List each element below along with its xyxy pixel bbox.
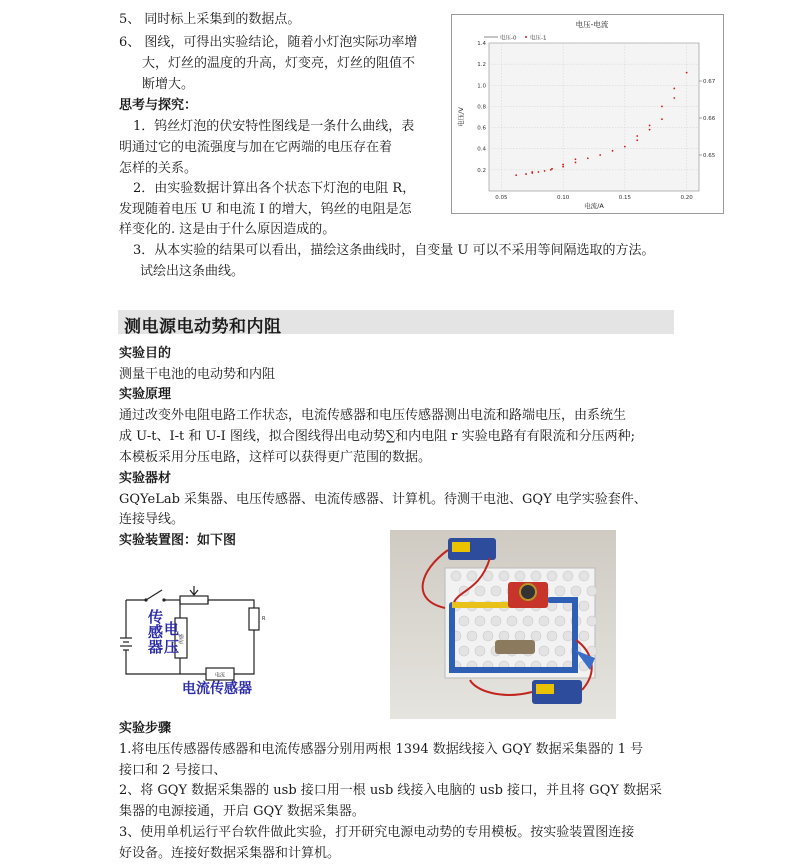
board-hole <box>547 631 557 641</box>
switch-node-b <box>162 598 165 601</box>
x-tick-label: 0.10 <box>556 195 570 201</box>
data-point <box>587 157 589 159</box>
legend-marker-1 <box>525 36 527 38</box>
section-title: 测电源电动势和内阻 <box>124 317 282 337</box>
equipment-line2: 连接导线。 <box>119 512 185 527</box>
y-tick-label: 0.2 <box>477 167 486 174</box>
data-point <box>525 173 527 175</box>
resistor-label: R <box>262 616 266 622</box>
y-tick-label: 1.0 <box>477 83 486 90</box>
step6-line2: 大，灯丝的温度的升高，灯变亮，灯丝的阻值不 <box>142 56 416 71</box>
step1-line1: 1.将电压传感器传感器和电流传感器分别用两根 1394 数据线接入 GQY 数据采集器的 1 号 <box>119 742 644 757</box>
equipment-line1: GQYeLab 采集器、电压传感器、电流传感器、计算机。待测干电池、GQY 电学实验套件、 <box>119 492 647 507</box>
board-hole <box>467 571 477 581</box>
data-point <box>531 171 533 173</box>
switch-node-a <box>144 598 147 601</box>
current-box-label: 电流 <box>214 672 226 679</box>
board-hole <box>467 631 477 641</box>
setup-heading: 实验装置图：如下图 <box>119 533 237 548</box>
data-point <box>673 88 675 90</box>
rheostat-slider <box>190 586 198 595</box>
board-hole <box>483 631 493 641</box>
board-hole <box>459 646 469 656</box>
board-hole <box>539 646 549 656</box>
data-point <box>562 164 564 166</box>
board-hole <box>499 631 509 641</box>
equipment-heading: 实验器材 <box>119 471 172 486</box>
circuit-wire-outer <box>126 600 254 674</box>
apparatus-photo <box>390 530 616 719</box>
board-hole <box>523 616 533 626</box>
data-point <box>649 125 651 127</box>
board-hole <box>547 571 557 581</box>
circuit-diagram <box>118 578 278 698</box>
data-point <box>649 129 651 131</box>
y-tick-label: 0.4 <box>477 146 486 153</box>
section-header-bar <box>118 310 674 337</box>
step6-line1: 6、 图线，可得出实验结论，随着小灯泡实际功率增 <box>119 35 418 50</box>
think1-line1: 1．钨丝灯泡的伏安特性图线是一条什么曲线，表 <box>133 119 415 134</box>
board-hole <box>515 571 525 581</box>
board-hole <box>507 616 517 626</box>
data-point <box>636 135 638 137</box>
chart-svg <box>452 15 723 213</box>
think-heading: 思考与探究： <box>119 98 198 113</box>
think1-line3: 怎样的关系。 <box>119 161 198 176</box>
y-axis-ticks <box>477 41 486 174</box>
data-point <box>551 168 553 170</box>
board-hole <box>555 646 565 656</box>
data-point <box>661 118 663 120</box>
board-hole <box>531 571 541 581</box>
y-axis-label: 电压/V <box>457 107 465 127</box>
board-hole <box>459 616 469 626</box>
y-tick-label: 1.2 <box>477 62 486 69</box>
voltage-label: 电 压 <box>164 620 180 656</box>
think2-line2: 发现随着电压 U 和电流 I 的增大，钨丝的电阻是怎 <box>119 202 412 217</box>
legend-label-0: 电压-0 <box>500 35 517 42</box>
board-hole <box>571 586 581 596</box>
right-tick-label: 0.66 <box>703 116 716 122</box>
data-point <box>544 170 546 172</box>
purpose-heading: 实验目的 <box>119 346 172 361</box>
switch-blade <box>146 590 162 600</box>
board-hole <box>587 586 597 596</box>
board-hole <box>555 586 565 596</box>
board-hole <box>499 571 509 581</box>
board-hole <box>579 601 589 611</box>
legend-label-1: 电压-1 <box>530 35 547 42</box>
y-tick-label: 0.8 <box>477 104 486 111</box>
voltage-box-label: 传感 <box>179 633 185 644</box>
board-hole <box>491 616 501 626</box>
step1-line2: 接口和 2 号接口、 <box>119 763 227 778</box>
data-point <box>538 171 540 173</box>
x-axis-ticks <box>495 195 693 201</box>
right-axis-ticks <box>699 79 716 159</box>
voltage-current-chart <box>451 14 724 214</box>
board-hole <box>531 631 541 641</box>
x-axis-label: 电流/A <box>584 202 604 210</box>
apparatus-photo-svg <box>390 530 616 719</box>
data-point <box>636 139 638 141</box>
principle-heading: 实验原理 <box>119 387 172 402</box>
principle-line3: 本模板采用分压电路，这样可以获得更广范围的数据。 <box>119 450 432 465</box>
data-point <box>599 154 601 156</box>
resistor-body <box>249 608 259 630</box>
data-point <box>515 174 517 176</box>
chart-title: 电压-电流 <box>575 20 609 29</box>
board-hole <box>539 616 549 626</box>
board-hole <box>587 616 597 626</box>
x-tick-label: 0.20 <box>680 195 693 201</box>
x-tick-label: 0.05 <box>495 195 508 201</box>
step3-line2: 好设备。连接好数据采集器和计算机。 <box>119 846 341 861</box>
data-point <box>575 162 577 164</box>
data-point <box>612 150 614 152</box>
principle-line1: 通过改变外电阻电路工作状态，电流传感器和电压传感器测出电流和路端电压，由系统生 <box>119 408 627 423</box>
data-point <box>673 97 675 99</box>
data-point <box>624 146 626 148</box>
principle-line2: 成 U-t、I-t 和 U-I 图线，拟合图线得出电动势∑和内电阻 r 实验电路有有限流和分压两种; <box>119 429 636 444</box>
step3-line1: 3、使用单机运行平台软件做此实验，打开研究电源电动势的专用模板。按实验装置图连接 <box>119 825 635 840</box>
steps-heading: 实验步骤 <box>119 721 172 736</box>
board-hole <box>555 616 565 626</box>
rheostat-body <box>180 596 208 604</box>
x-tick-label: 0.15 <box>618 195 632 201</box>
step2-line1: 2、将 GQY 数据采集器的 usb 接口用一根 usb 线接入电脑的 usb 接口，并且将 GQY 数据采 <box>119 783 662 798</box>
think2-line1: 2．由实验数据计算出各个状态下灯泡的电阻 R， <box>133 181 416 196</box>
think3-line2: 试绘出这条曲线。 <box>140 264 245 279</box>
board-hole <box>475 586 485 596</box>
think3-line1: 3．从本实验的结果可以看出，描绘这条曲线时，自变量 U 可以不采用等间隔选取的方法。 <box>133 243 655 258</box>
board-hole <box>563 631 573 641</box>
sensor-label: 传 感 器 <box>148 608 164 656</box>
right-tick-label: 0.67 <box>703 79 716 85</box>
board-hole <box>579 631 589 641</box>
data-point <box>661 106 663 108</box>
board-hole <box>475 616 485 626</box>
board-hole <box>491 586 501 596</box>
board-hole <box>451 571 461 581</box>
right-tick-label: 0.65 <box>703 153 716 159</box>
data-point <box>575 158 577 160</box>
plot-area <box>489 43 699 191</box>
y-tick-label: 1.4 <box>477 41 486 47</box>
data-point <box>686 72 688 74</box>
board-hole <box>579 571 589 581</box>
board-hole <box>475 646 485 656</box>
think1-line2: 明通过它的电流强度与加在它两端的电压存在着 <box>119 140 393 155</box>
step2-line2: 集器的电源接通，开启 GQY 数据采集器。 <box>119 804 365 819</box>
board-hole <box>563 571 573 581</box>
purpose-text: 测量干电池的电动势和内阻 <box>119 367 276 382</box>
step6-line3: 断增大。 <box>142 77 195 92</box>
y-tick-label: 0.6 <box>477 125 486 132</box>
current-sensor-label: 电流传感器 <box>182 681 252 697</box>
step5-text: 5、 同时标上采集到的数据点。 <box>119 12 301 27</box>
battery-photo <box>495 640 535 654</box>
think2-line3: 样变化的. 这是由于什么原因造成的。 <box>119 222 336 237</box>
data-point <box>562 166 564 168</box>
board-hole <box>515 631 525 641</box>
